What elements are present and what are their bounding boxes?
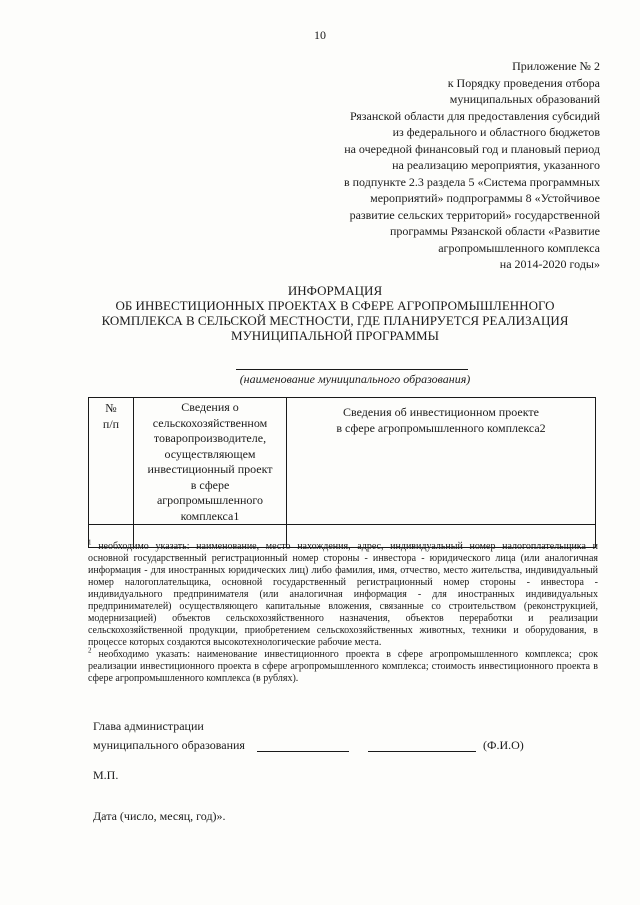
appendix-line: Рязанской области для предоставления субсидий <box>350 108 600 123</box>
signature-blank-line <box>257 751 349 752</box>
title-line: КОМПЛЕКСА В СЕЛЬСКОЙ МЕСТНОСТИ, ГДЕ ПЛАНИРУЕТСЯ РЕАЛИЗАЦИЯ <box>101 313 569 328</box>
footnote-2: $^2$ необходимо указать: наименование инвестиционного проекта в сфере агропромышленного комплекса; срок реализации инвестиционного проекта в сфере агропромышленного комплекса; стоимость инвестиционного проекта в сфере агропромышленного комплекса (в рублях). <box>88 646 599 684</box>
document-title <box>100 283 570 343</box>
date-label: Дата (число, месяц, год)». <box>93 809 226 823</box>
title-line: ИНФОРМАЦИЯ <box>287 283 383 298</box>
table-header-row <box>89 398 596 525</box>
page-number: 10 <box>314 28 326 42</box>
municipality-caption: (наименование муниципального образования) <box>239 372 471 386</box>
appendix-line: Приложение № 2 <box>512 59 600 73</box>
header-cell-project: Сведения об инвестиционном проекте в сфере агропромышленного комплекса2 <box>287 398 596 525</box>
municipality-blank-line <box>236 369 468 370</box>
appendix-line: из федерального и областного бюджетов <box>392 125 600 139</box>
appendix-line: программы Рязанской области «Развитие <box>389 224 600 238</box>
signature-subtitle: муниципального образования <box>93 738 245 752</box>
investment-info-table <box>88 397 596 548</box>
fio-label: (Ф.И.О) <box>483 738 524 752</box>
appendix-line: на реализацию мероприятия, указанного <box>392 158 600 172</box>
signature-title: Глава администрации <box>93 719 204 733</box>
appendix-line: к Порядку проведения отбора <box>447 75 600 90</box>
appendix-line: в подпункте 2.3 раздела 5 «Система программных <box>343 174 600 189</box>
appendix-header <box>280 58 600 273</box>
signature-block <box>93 717 563 755</box>
title-line: ОБ ИНВЕСТИЦИОННЫХ ПРОЕКТАХ В СФЕРЕ АГРОПРОМЫШЛЕННОГО <box>115 298 555 313</box>
footnote-1: $^1$ необходимо указать: наименование, место нахождения, адрес, индивидуальный номер налогоплательщика и основной государственный регистрационный номер стороны - инвестора - юридического лица (или аналогичная информация - для иностранных юридических лиц) либо фамилия, имя, отчество, место жительства, индивидуальный номер налогоплательщика, основной государственный регистрационный номер стороны - инвестора - индивидуального предпринимателя (или аналогичная информация - для иностранных индивидуальных предпринимателей) осуществляющего капитальные вложения, связанные со строительством (реконструкцией, модернизацией) объектов сельскохозяйственного назначения, объектов переработки и реализации сельскохозяйственной продукции, приобретением сельскохозяйственных животных, техники и оборудования, в процессе которых создаются высокотехнологические рабочие места. <box>88 538 598 648</box>
stamp-place-label: М.П. <box>93 768 119 782</box>
footnotes <box>88 538 599 685</box>
appendix-line: развитие сельских территорий» государственной <box>349 207 600 222</box>
name-blank-line <box>368 751 476 752</box>
appendix-line: на 2014-2020 годы» <box>499 257 600 271</box>
appendix-line: муниципальных образований <box>449 92 600 106</box>
appendix-line: мероприятий» подпрограммы 8 «Устойчивое <box>370 191 600 205</box>
appendix-line: агропромышленного комплекса <box>438 240 600 255</box>
title-line: МУНИЦИПАЛЬНОЙ ПРОГРАММЫ <box>231 328 439 343</box>
header-cell-producer: Сведения о сельскохозяйственном товаропроизводителе, осуществляющем инвестиционный проект в сфере агропромышленного комплекса1 <box>134 398 287 525</box>
appendix-line: на очередной финансовый год и плановый период <box>344 141 600 156</box>
header-cell-number: № п/п <box>89 398 134 525</box>
